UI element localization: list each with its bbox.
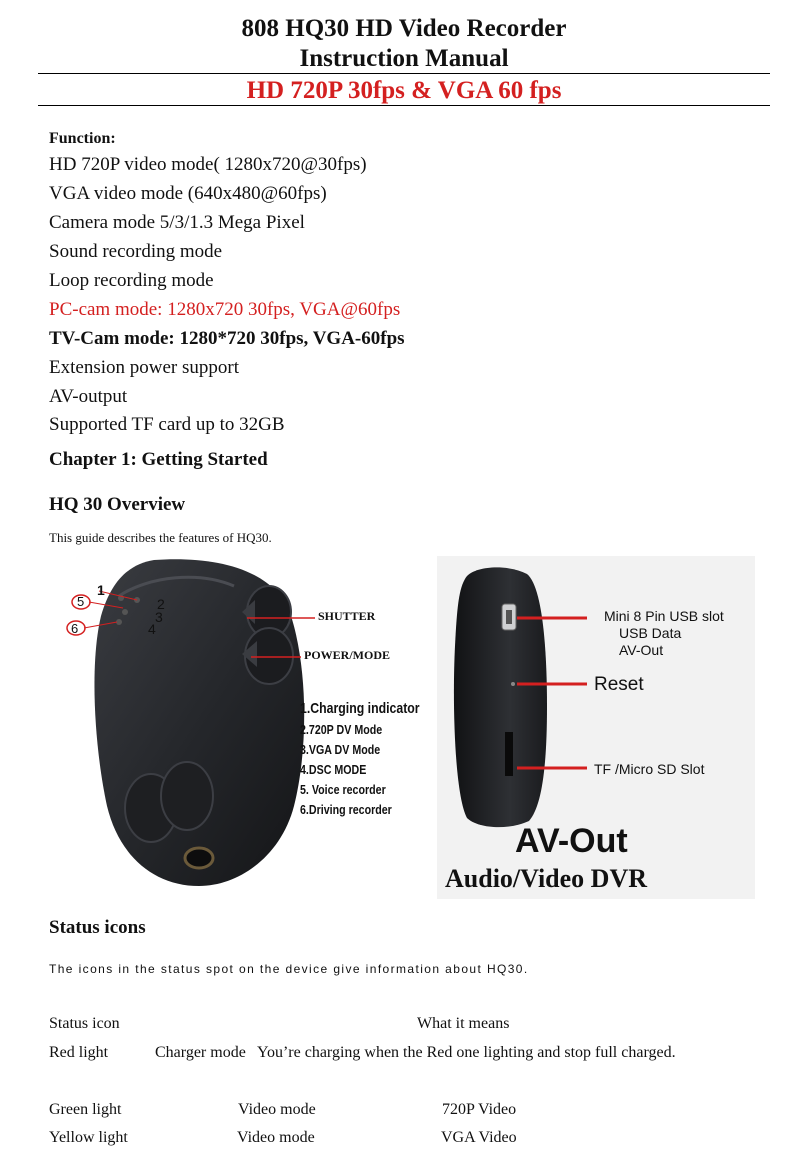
overview-heading: HQ 30 Overview [49,494,186,515]
device-front-figure [59,556,420,900]
indicator-legend-3: 3.VGA DV Mode [300,742,381,757]
doc-subtitle: HD 720P 30fps & VGA 60 fps [246,77,562,104]
indicator-number-3: 3 [155,609,163,625]
status-row-yellow-meaning: VGA Video [441,1129,517,1146]
av-out-banner: AV-Out [515,822,628,860]
indicator-number-1: 1 [97,582,105,598]
status-row-green-meaning: 720P Video [442,1101,517,1118]
feature-item-tv-cam: TV-Cam mode: 1280*720 30fps, VGA-60fps [49,328,405,349]
indicator-legend-5: 5. Voice recorder [300,782,386,797]
indicator-legend-4: 4.DSC MODE [300,762,367,777]
feature-item: HD 720P video mode( 1280x720@30fps) [49,154,367,175]
device-side-figure [437,556,755,899]
feature-item: AV-output [49,386,128,407]
status-row-red-mode: Charger mode [155,1044,246,1061]
title-divider-bottom [38,105,770,106]
power-mode-label: POWER/MODE [304,648,390,662]
status-icons-heading: Status icons [49,917,146,938]
status-row-yellow-mode: Video mode [237,1129,315,1146]
av-out-label: AV-Out [619,642,664,658]
feature-item: Loop recording mode [49,270,214,291]
status-row-red-meaning: You’re charging when the Red one lighting and stop full charged. [257,1044,676,1061]
status-row-red-icon: Red light [49,1044,109,1061]
chapter-heading: Chapter 1: Getting Started [49,449,268,470]
status-col-meaning-header: What it means [417,1015,510,1032]
feature-item-pc-cam: PC-cam mode: 1280x720 30fps, VGA@60fps [49,299,401,320]
feature-item: VGA video mode (640x480@60fps) [49,183,327,204]
status-row-green-icon: Green light [49,1101,122,1118]
usb-data-label: USB Data [619,625,682,641]
shutter-label: SHUTTER [318,609,376,623]
status-row-yellow-icon: Yellow light [49,1129,128,1146]
audio-video-dvr-banner: Audio/Video DVR [445,864,648,893]
indicator-number-2: 2 [157,596,165,612]
indicator-number-5: 5 [77,594,85,609]
status-col-icon-header: Status icon [49,1015,120,1032]
feature-item: Extension power support [49,357,239,378]
overview-text: This guide describes the features of HQ30. [49,530,272,545]
reset-label: Reset [594,674,644,695]
doc-title-line1: 808 HQ30 HD Video Recorder [241,15,567,42]
tf-slot-label: TF /Micro SD Slot [594,761,705,777]
feature-item: Sound recording mode [49,241,223,262]
indicator-number-4: 4 [148,621,156,637]
function-label: Function: [49,130,116,147]
indicator-legend-2: 2.720P DV Mode [300,722,383,737]
usb-slot-label: Mini 8 Pin USB slot [604,608,724,624]
status-note: The icons in the status spot on the device give information about HQ30. [49,962,529,976]
indicator-legend-6: 6.Driving recorder [300,802,392,817]
indicator-number-6: 6 [71,621,79,636]
doc-title-line2: Instruction Manual [299,45,509,72]
feature-item: Supported TF card up to 32GB [49,414,285,435]
indicator-legend-1: 1.Charging indicator [300,700,420,717]
feature-item: Camera mode 5/3/1.3 Mega Pixel [49,212,305,233]
status-row-green-mode: Video mode [238,1101,316,1118]
title-divider-top [38,73,770,74]
